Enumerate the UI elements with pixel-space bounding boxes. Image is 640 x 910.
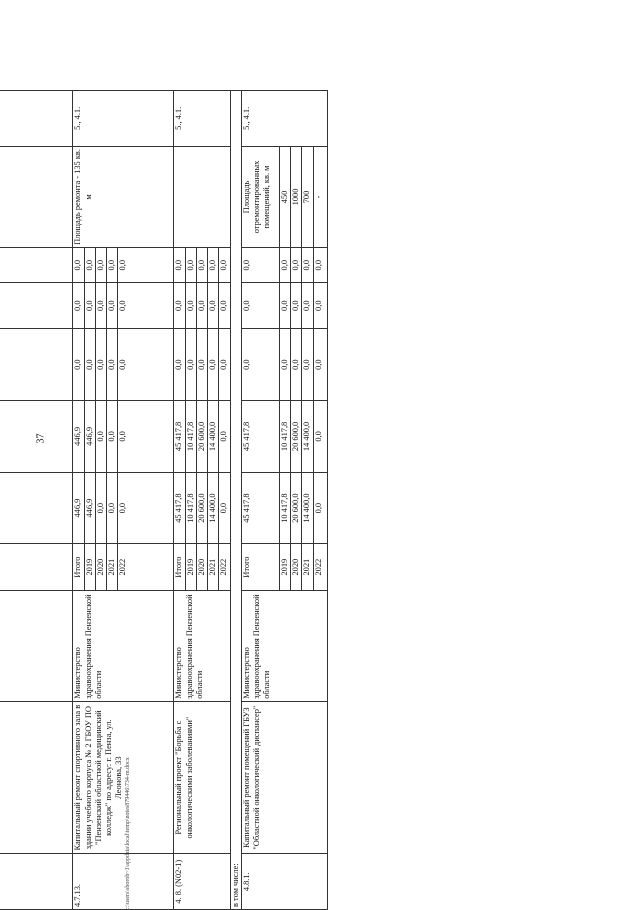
value-cell: 0,0	[219, 401, 230, 473]
value-cell: 0,0	[107, 248, 118, 283]
indicator-cell: Площадь отремонтированных помещений, кв. м	[241, 146, 279, 248]
value-cell: 0,0	[107, 401, 118, 473]
value-cell	[0, 472, 73, 544]
item-name: Капитальный ремонт спортивного зала в здании учебного корпуса № 2 ГБОУ ПО "Пензенский областной медицинский колледж" по адресу: г. Пенза, ул. Леонова, 33	[73, 701, 174, 854]
value-cell: 14 400,0	[208, 401, 219, 473]
value-cell: 0,0	[219, 472, 230, 544]
link-cell: 5., 4.1.	[241, 91, 327, 147]
value-cell: 0,0	[174, 248, 185, 283]
value-cell: 20 600,0	[291, 472, 302, 544]
value-cell: 0,0	[291, 283, 302, 329]
value-cell: 0,0	[107, 329, 118, 401]
value-cell: 0,0	[73, 248, 84, 283]
value-cell: 0,0	[313, 248, 327, 283]
value-cell: 0,0	[185, 329, 196, 401]
value-cell: 0,0	[241, 248, 279, 283]
value-cell: 0,0	[291, 329, 302, 401]
indicator-cell	[0, 146, 73, 248]
indicator-cell: 450	[279, 146, 290, 248]
value-cell: 0,0	[84, 283, 95, 329]
value-cell: 0,0	[196, 248, 207, 283]
value-cell: 446,9	[84, 472, 95, 544]
year-cell: 2019	[84, 544, 95, 590]
value-cell: 0,0	[313, 472, 327, 544]
link-cell: 5., 4.1.	[174, 91, 230, 147]
item-number: 4. 8. (N02-1)	[174, 854, 230, 910]
year-cell: 2020	[95, 544, 106, 590]
value-cell: 446,9	[84, 401, 95, 473]
value-cell: 0,0	[279, 283, 290, 329]
executor: Министерство здравоохранения Пензенской области	[73, 590, 174, 701]
program-activities-table	[0, 90, 328, 910]
value-cell: 0,0	[84, 248, 95, 283]
indicator-cell: 700	[302, 146, 313, 248]
value-cell	[0, 329, 73, 401]
value-cell: 0,0	[118, 401, 174, 473]
year-cell: 2020	[291, 544, 302, 590]
value-cell: 0,0	[208, 329, 219, 401]
value-cell: 45 417,8	[174, 401, 185, 473]
value-cell: 0,0	[73, 329, 84, 401]
value-cell: 0,0	[291, 248, 302, 283]
value-cell: 0,0	[302, 283, 313, 329]
executor: Министерство здравоохранения Пензенской области	[174, 590, 230, 701]
value-cell: 0,0	[196, 283, 207, 329]
value-cell: 0,0	[241, 329, 279, 401]
value-cell: 10 417,8	[279, 401, 290, 473]
executor: Министерство здравоохранения Пензенской области	[241, 590, 327, 701]
item-name: Региональный проект "Борьба с онкологическими заболеваниями"	[174, 701, 230, 854]
value-cell: 0,0	[118, 283, 174, 329]
value-cell: 0,0	[196, 329, 207, 401]
value-cell: 14 400,0	[302, 401, 313, 473]
indicator-cell	[174, 146, 230, 248]
value-cell: 14 400,0	[302, 472, 313, 544]
value-cell: 45 417,8	[174, 472, 185, 544]
value-cell: 0,0	[95, 283, 106, 329]
value-cell: 0,0	[208, 248, 219, 283]
value-cell: 0,0	[219, 283, 230, 329]
year-cell: 2021	[302, 544, 313, 590]
value-cell: 14 400,0	[208, 472, 219, 544]
footer-file-path: c:\users\sborob~1\appdata\local\temp\notes879446\734-m.docx	[125, 757, 131, 910]
year-cell	[0, 544, 73, 590]
item-name	[0, 701, 73, 854]
year-cell: 2022	[219, 544, 230, 590]
indicator-cell: Площадь ремонта - 135 кв. м	[73, 146, 174, 248]
value-cell: 0,0	[302, 248, 313, 283]
value-cell: 0,0	[219, 329, 230, 401]
year-cell: 2022	[118, 544, 174, 590]
value-cell: 0,0	[95, 472, 106, 544]
value-cell: 0,0	[95, 329, 106, 401]
table-row	[73, 91, 84, 910]
link-cell: 5., 4.1.	[73, 91, 174, 147]
indicator-cell: 1000	[291, 146, 302, 248]
value-cell	[0, 248, 73, 283]
item-number: 4.7.13.	[73, 854, 174, 910]
indicator-cell: -	[313, 146, 327, 248]
link-cell	[0, 91, 73, 147]
value-cell: 0,0	[302, 329, 313, 401]
value-cell: 0,0	[95, 248, 106, 283]
year-cell: 2021	[208, 544, 219, 590]
value-cell: 0,0	[313, 401, 327, 473]
value-cell: 20 600,0	[196, 401, 207, 473]
item-number: 4.8.1.	[241, 854, 327, 910]
item-number	[0, 854, 73, 910]
value-cell: 0,0	[107, 283, 118, 329]
year-cell: 2022	[313, 544, 327, 590]
value-cell: 0,0	[174, 283, 185, 329]
rotated-table-container	[0, 90, 323, 910]
value-cell: 0,0	[279, 248, 290, 283]
value-cell: 0,0	[241, 283, 279, 329]
value-cell: 0,0	[107, 472, 118, 544]
year-cell: Итого	[241, 544, 279, 590]
item-name: Капитальный ремонт помещений ГБУЗ "Областной онкологический диспансер"	[241, 701, 327, 854]
value-cell: 0,0	[118, 472, 174, 544]
value-cell: 20 600,0	[196, 472, 207, 544]
year-cell: 2020	[196, 544, 207, 590]
value-cell: 0,0	[219, 248, 230, 283]
including-label: в том числе:	[230, 91, 241, 910]
value-cell: 0,0	[185, 283, 196, 329]
value-cell: 0,0	[185, 248, 196, 283]
executor	[0, 590, 73, 701]
value-cell: 0,0	[208, 283, 219, 329]
value-cell	[0, 283, 73, 329]
year-cell: 2019	[185, 544, 196, 590]
value-cell: 446,9	[73, 401, 84, 473]
value-cell: 10 417,8	[185, 401, 196, 473]
value-cell: 0,0	[174, 329, 185, 401]
value-cell: 20 600,0	[291, 401, 302, 473]
value-cell: 446,9	[73, 472, 84, 544]
year-cell: 2019	[279, 544, 290, 590]
value-cell: 0,0	[95, 401, 106, 473]
year-cell: Итого	[73, 544, 84, 590]
year-cell: 2021	[107, 544, 118, 590]
value-cell: 0,0	[279, 329, 290, 401]
value-cell: 0,0	[84, 329, 95, 401]
value-cell: 0,0	[73, 283, 84, 329]
page-number: 37	[35, 433, 47, 444]
value-cell	[0, 401, 73, 473]
value-cell: 0,0	[313, 283, 327, 329]
table-row	[230, 91, 241, 910]
value-cell: 45 417,8	[241, 472, 279, 544]
year-cell: Итого	[174, 544, 185, 590]
value-cell: 0,0	[313, 329, 327, 401]
value-cell: 10 417,8	[185, 472, 196, 544]
value-cell: 45 417,8	[241, 401, 279, 473]
table-row	[241, 91, 279, 910]
value-cell: 10 417,8	[279, 472, 290, 544]
table-row	[174, 91, 185, 910]
value-cell: 0,0	[118, 329, 174, 401]
value-cell: 0,0	[118, 248, 174, 283]
